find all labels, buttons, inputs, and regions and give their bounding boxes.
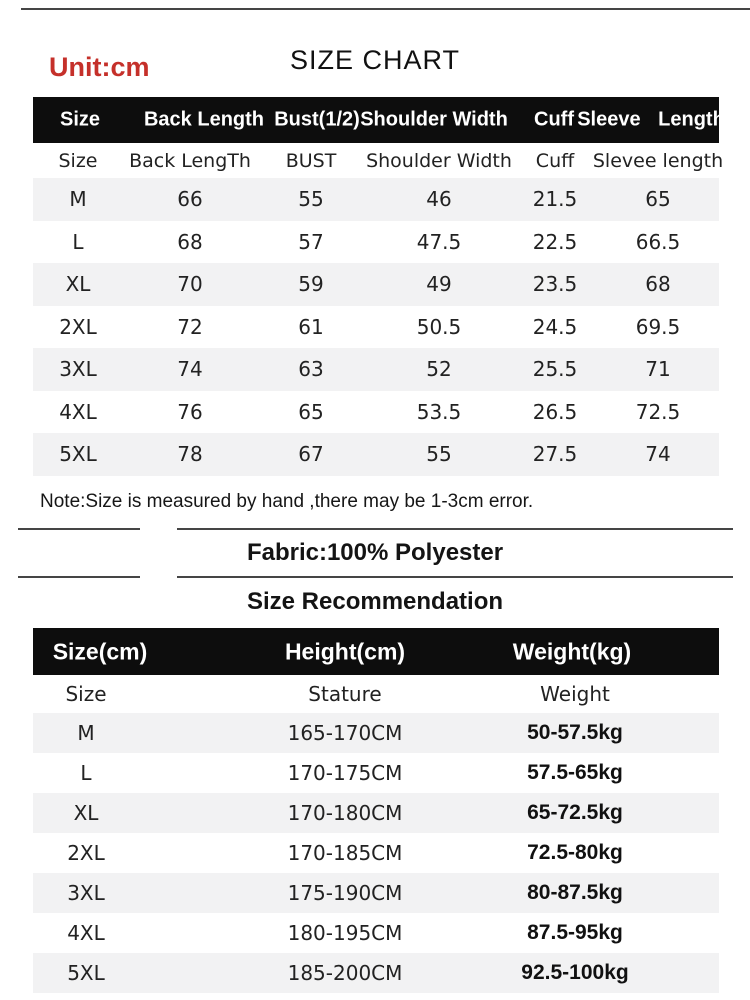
size-recommendation-cell: 50-57.5kg xyxy=(527,721,623,744)
size-recommendation-row xyxy=(33,913,719,953)
size-chart-cell: 57 xyxy=(298,229,324,254)
size-recommendation-cell: 185-200CM xyxy=(287,961,403,985)
header-cell-height-cm: Height(cm) xyxy=(284,638,406,664)
size-chart-row xyxy=(33,433,719,476)
size-chart-cell: 52 xyxy=(426,357,452,382)
size-recommendation-cell: 92.5-100kg xyxy=(521,961,629,984)
size-recommendation-title: Size Recommendation xyxy=(246,588,504,615)
size-recommendation-row xyxy=(33,713,719,753)
size-recommendation-body xyxy=(33,713,719,993)
size-chart-header-row xyxy=(33,97,725,143)
size-recommendation-row xyxy=(33,753,719,793)
size-chart-cell: 74 xyxy=(645,442,671,467)
size-recommendation-table xyxy=(33,628,719,993)
size-chart-row xyxy=(33,306,719,349)
size-chart-cell: XL xyxy=(65,272,91,297)
divider-line xyxy=(177,528,733,530)
size-chart-cell: 49 xyxy=(426,272,452,297)
size-chart-subheader-row xyxy=(33,143,724,178)
size-recommendation-cell: 170-175CM xyxy=(287,761,403,785)
size-chart-cell: 66.5 xyxy=(635,229,681,254)
subheader-cell-sleeve-length: Slevee length xyxy=(592,149,724,172)
size-chart-cell: 78 xyxy=(177,442,203,467)
size-chart-row xyxy=(33,221,719,264)
top-divider-line xyxy=(21,8,750,10)
size-chart-table xyxy=(33,97,725,476)
subheader-cell-shoulder-width: Shoulder Width xyxy=(366,149,512,172)
size-chart-cell: 76 xyxy=(177,399,203,424)
size-chart-cell: 26.5 xyxy=(532,399,578,424)
size-chart-cell: L xyxy=(72,229,84,254)
size-recommendation-cell: 72.5-80kg xyxy=(527,841,623,864)
size-recommendation-cell: 170-185CM xyxy=(287,841,403,865)
size-recommendation-row xyxy=(33,953,719,993)
unit-label: Unit:cm xyxy=(49,52,150,82)
size-chart-cell: 72.5 xyxy=(635,399,681,424)
size-chart-cell: 71 xyxy=(645,357,671,382)
size-recommendation-cell: L xyxy=(80,761,92,785)
size-recommendation-cell: 65-72.5kg xyxy=(527,801,623,824)
size-chart-cell: 22.5 xyxy=(532,229,578,254)
subheader-cell-size: Size xyxy=(65,682,107,706)
size-recommendation-cell: 165-170CM xyxy=(287,721,403,745)
divider-line xyxy=(18,528,140,530)
subheader-cell-bust: BUST xyxy=(285,149,337,172)
size-recommendation-cell: 170-180CM xyxy=(287,801,403,825)
header-cell-size-cm: Size(cm) xyxy=(52,638,148,664)
size-chart-body xyxy=(33,178,719,476)
size-chart-cell: 67 xyxy=(298,442,324,467)
size-chart-cell: 3XL xyxy=(59,357,97,382)
subheader-cell-cuff: Cuff xyxy=(535,149,575,172)
size-chart-cell: 50.5 xyxy=(416,314,462,339)
size-recommendation-cell: XL xyxy=(73,801,99,825)
size-recommendation-row xyxy=(33,873,719,913)
size-recommendation-cell: 57.5-65kg xyxy=(527,761,623,784)
size-chart-cell: 46 xyxy=(426,187,452,212)
size-chart-cell: M xyxy=(69,187,87,212)
size-chart-cell: 74 xyxy=(177,357,203,382)
header-cell-weight-kg: Weight(kg) xyxy=(512,638,632,664)
header-cell-shoulder-width: Shoulder Width xyxy=(360,108,508,131)
recommendation-header-row xyxy=(33,628,719,675)
divider-line xyxy=(18,576,140,578)
size-chart-cell: 5XL xyxy=(59,442,97,467)
size-chart-cell: 72 xyxy=(177,314,203,339)
size-chart-cell: 21.5 xyxy=(532,187,578,212)
size-chart-cell: 68 xyxy=(177,229,203,254)
subheader-cell-back-length: Back LengTh xyxy=(129,149,251,172)
subheader-cell-stature: Stature xyxy=(308,682,382,706)
header-cell-back-length: Back Length xyxy=(143,108,265,131)
size-chart-cell: 59 xyxy=(298,272,324,297)
size-chart-row xyxy=(33,263,719,306)
divider-line xyxy=(177,576,733,578)
header-cell-sleeve-length: Sleeve Length xyxy=(577,108,725,131)
header-cell-cuff: Cuff xyxy=(534,108,574,131)
size-recommendation-row xyxy=(33,793,719,833)
size-recommendation-cell: M xyxy=(77,721,95,745)
size-chart-cell: 25.5 xyxy=(532,357,578,382)
page-title: SIZE CHART xyxy=(289,45,461,75)
size-recommendation-cell: 87.5-95kg xyxy=(527,921,623,944)
size-chart-row xyxy=(33,391,719,434)
header-cell-size: Size xyxy=(59,108,101,131)
size-chart-cell: 63 xyxy=(298,357,324,382)
fabric-label: Fabric:100% Polyester xyxy=(246,539,504,566)
size-recommendation-cell: 4XL xyxy=(67,921,105,945)
size-recommendation-cell: 80-87.5kg xyxy=(527,881,623,904)
size-chart-cell: 4XL xyxy=(59,399,97,424)
size-chart-cell: 27.5 xyxy=(532,442,578,467)
size-recommendation-cell: 180-195CM xyxy=(287,921,403,945)
size-chart-cell: 65 xyxy=(298,399,324,424)
header-cell-bust: Bust(1/2) xyxy=(274,108,360,131)
size-chart-cell: 68 xyxy=(645,272,671,297)
size-recommendation-row xyxy=(33,833,719,873)
measurement-note: Note:Size is measured by hand ,there may be 1-3cm error. xyxy=(40,491,534,512)
size-chart-cell: 70 xyxy=(177,272,203,297)
size-chart-cell: 65 xyxy=(645,187,671,212)
size-recommendation-cell: 3XL xyxy=(67,881,105,905)
size-chart-cell: 24.5 xyxy=(532,314,578,339)
size-chart-row xyxy=(33,178,719,221)
subheader-cell-weight: Weight xyxy=(540,682,610,706)
size-recommendation-cell: 175-190CM xyxy=(287,881,403,905)
size-chart-cell: 66 xyxy=(177,187,203,212)
size-recommendation-cell: 2XL xyxy=(67,841,105,865)
size-chart-cell: 61 xyxy=(298,314,324,339)
size-chart-cell: 55 xyxy=(426,442,452,467)
size-chart-cell: 2XL xyxy=(59,314,97,339)
size-chart-cell: 55 xyxy=(298,187,324,212)
size-chart-cell: 47.5 xyxy=(416,229,462,254)
size-chart-cell: 23.5 xyxy=(532,272,578,297)
subheader-cell-size: Size xyxy=(58,149,98,172)
size-chart-row xyxy=(33,348,719,391)
size-recommendation-cell: 5XL xyxy=(67,961,105,985)
recommendation-subheader-row xyxy=(33,675,719,713)
size-chart-cell: 69.5 xyxy=(635,314,681,339)
size-chart-cell: 53.5 xyxy=(416,399,462,424)
